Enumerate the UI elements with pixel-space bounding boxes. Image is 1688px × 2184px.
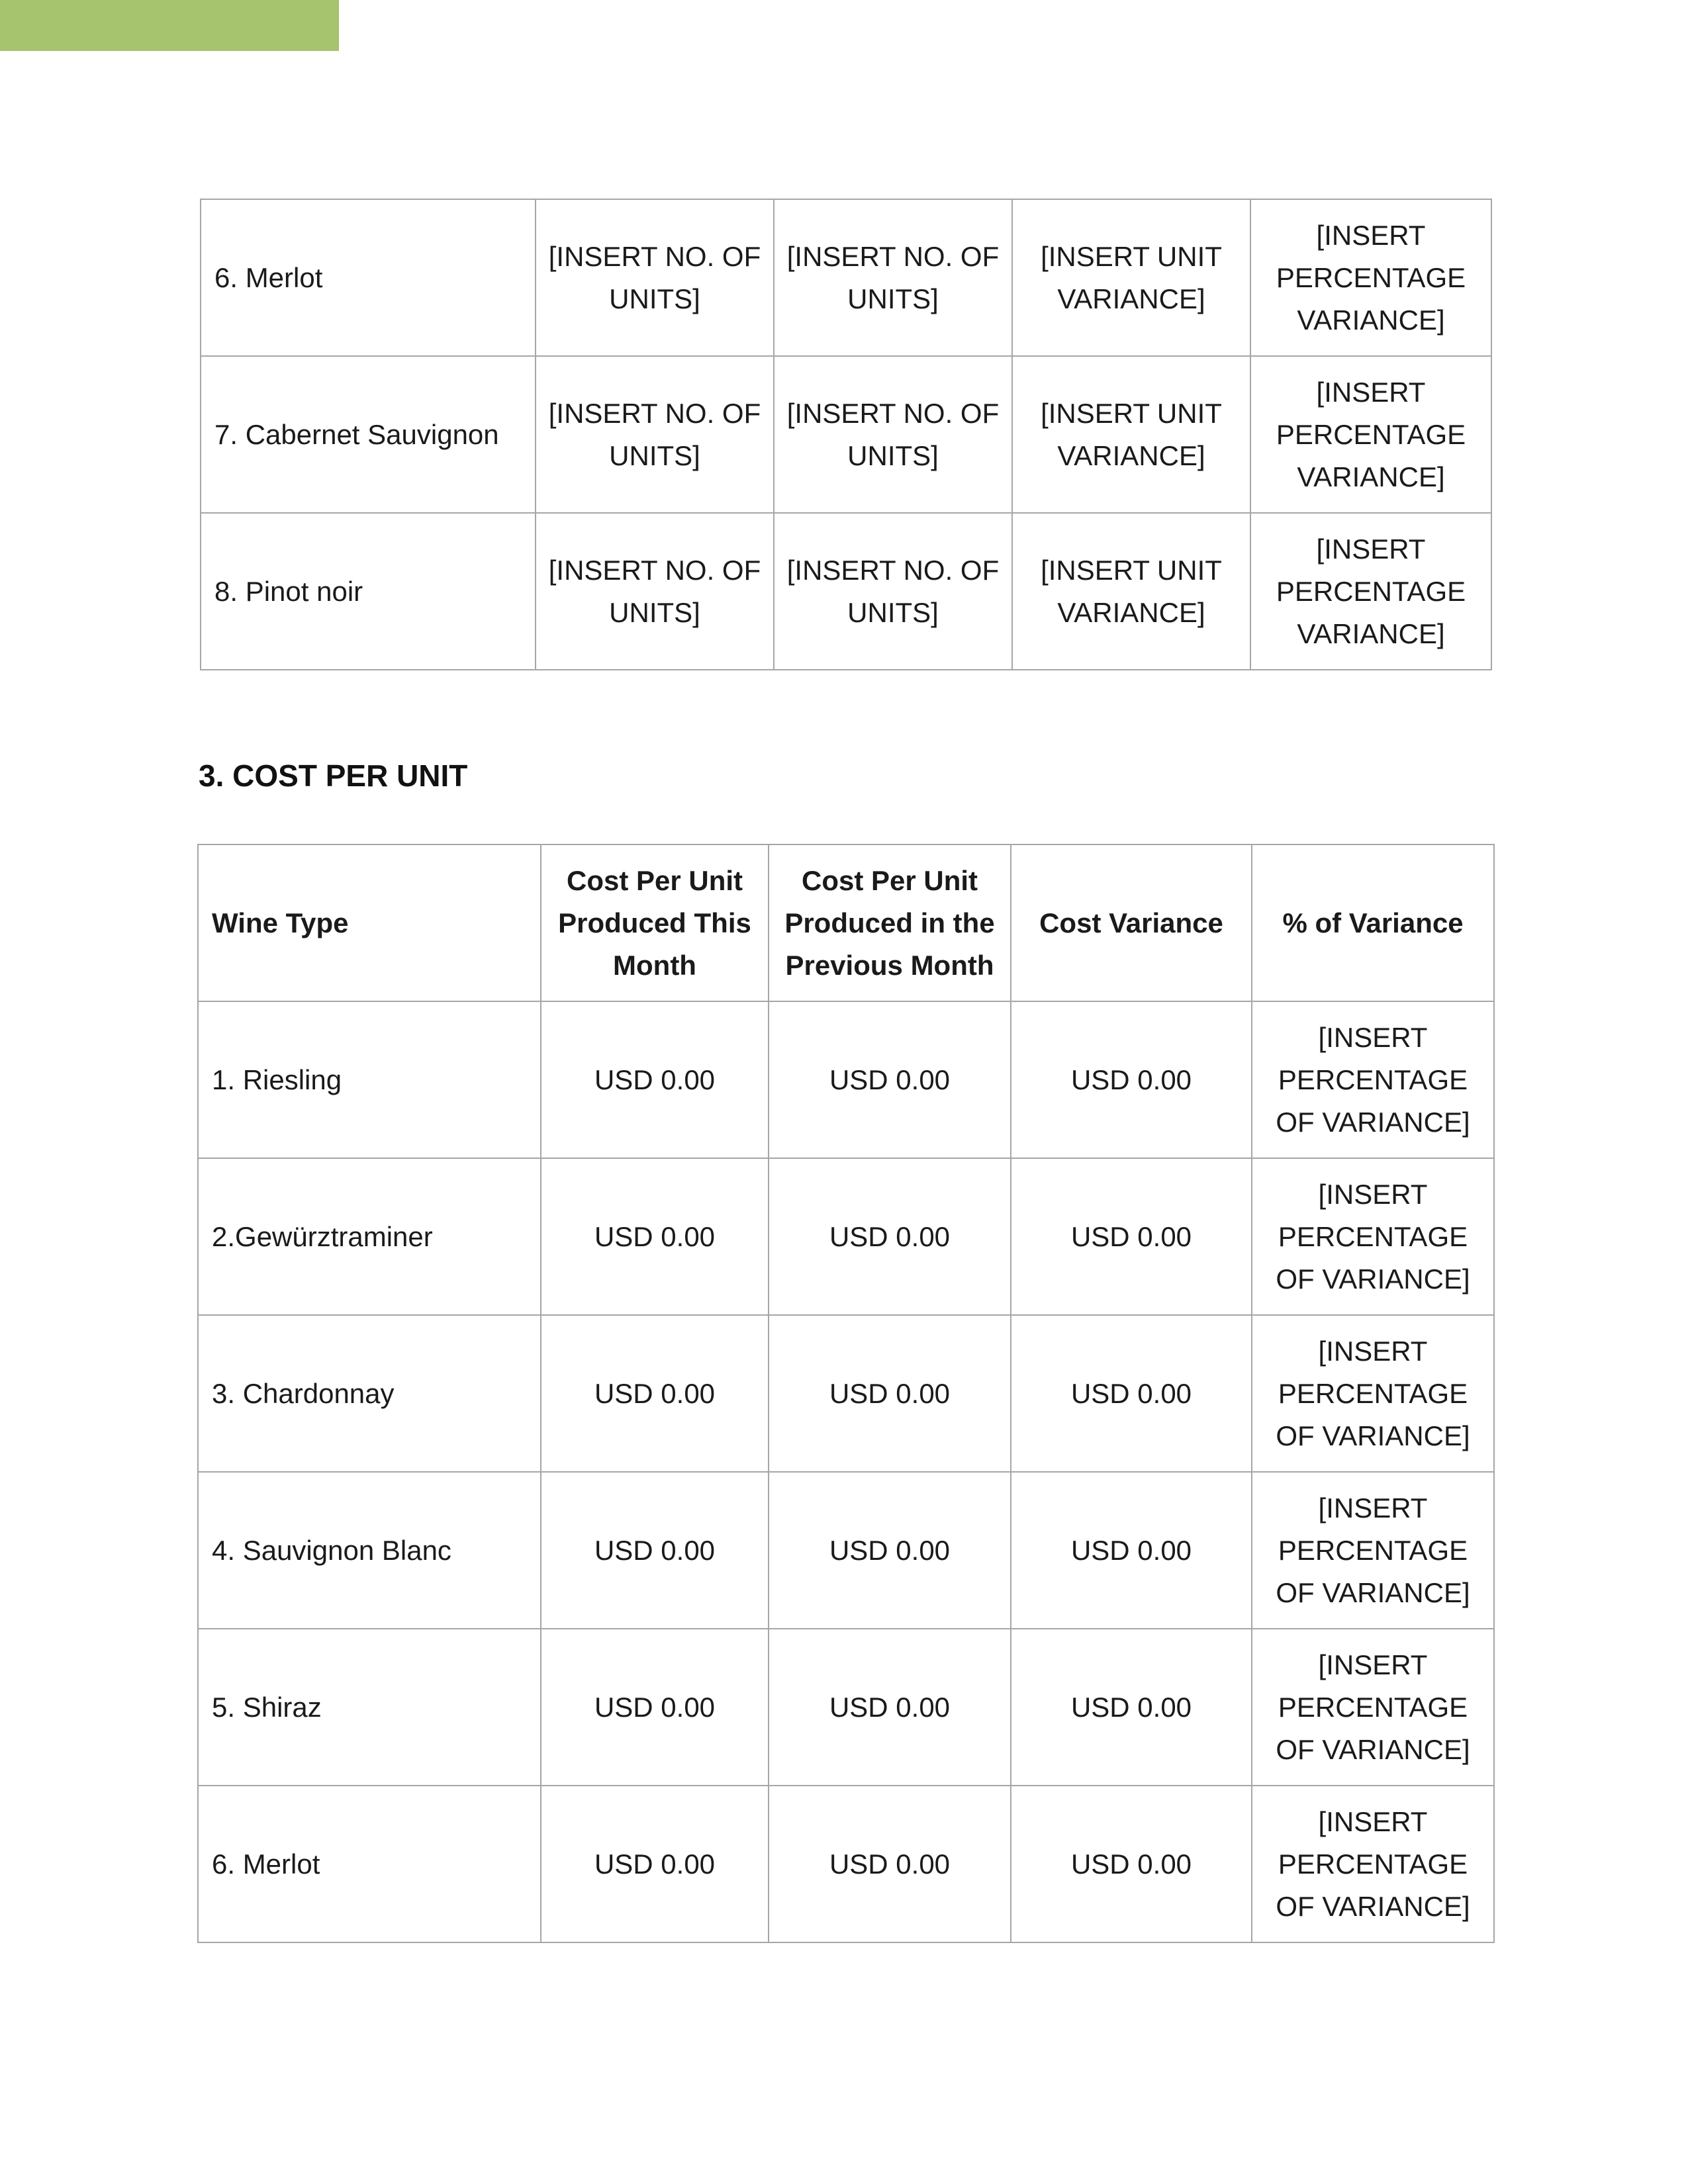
- column-header-cost-variance: Cost Variance: [1011, 844, 1252, 1001]
- units-this-month-cell: [INSERT NO. OF UNITS]: [536, 199, 774, 356]
- cost-previous-month-cell: USD 0.00: [769, 1786, 1011, 1942]
- cost-per-unit-table: [197, 844, 1495, 1943]
- percentage-variance-cell: [INSERT PERCENTAGE VARIANCE]: [1250, 513, 1491, 670]
- cost-this-month-cell: USD 0.00: [541, 1158, 769, 1315]
- cost-this-month-cell: USD 0.00: [541, 1786, 769, 1942]
- wine-type-cell: 6. Merlot: [198, 1786, 541, 1942]
- wine-type-cell: 1. Riesling: [198, 1001, 541, 1158]
- cost-variance-cell: USD 0.00: [1011, 1158, 1252, 1315]
- percent-variance-cell: [INSERT PERCENTAGE OF VARIANCE]: [1252, 1472, 1494, 1629]
- cost-previous-month-cell: USD 0.00: [769, 1629, 1011, 1786]
- table-row: [198, 1629, 1494, 1786]
- wine-type-cell: 7. Cabernet Sauvignon: [201, 356, 536, 513]
- table-row: [201, 513, 1491, 670]
- units-table: [200, 199, 1492, 670]
- percentage-variance-cell: [INSERT PERCENTAGE VARIANCE]: [1250, 356, 1491, 513]
- cost-variance-cell: USD 0.00: [1011, 1786, 1252, 1942]
- percent-variance-cell: [INSERT PERCENTAGE OF VARIANCE]: [1252, 1158, 1494, 1315]
- units-this-month-cell: [INSERT NO. OF UNITS]: [536, 356, 774, 513]
- unit-variance-cell: [INSERT UNIT VARIANCE]: [1012, 513, 1250, 670]
- unit-variance-cell: [INSERT UNIT VARIANCE]: [1012, 356, 1250, 513]
- percent-variance-cell: [INSERT PERCENTAGE OF VARIANCE]: [1252, 1315, 1494, 1472]
- percentage-variance-cell: [INSERT PERCENTAGE VARIANCE]: [1250, 199, 1491, 356]
- column-header-percent-variance: % of Variance: [1252, 844, 1494, 1001]
- units-previous-month-cell: [INSERT NO. OF UNITS]: [774, 513, 1012, 670]
- cost-previous-month-cell: USD 0.00: [769, 1158, 1011, 1315]
- cost-previous-month-cell: USD 0.00: [769, 1315, 1011, 1472]
- units-this-month-cell: [INSERT NO. OF UNITS]: [536, 513, 774, 670]
- section-heading: 3. COST PER UNIT: [199, 758, 468, 793]
- table-row: [198, 1472, 1494, 1629]
- table-row: [198, 1786, 1494, 1942]
- table-row: [198, 1158, 1494, 1315]
- cost-this-month-cell: USD 0.00: [541, 1629, 769, 1786]
- units-previous-month-cell: [INSERT NO. OF UNITS]: [774, 356, 1012, 513]
- wine-type-cell: 2.Gewürztraminer: [198, 1158, 541, 1315]
- cost-variance-cell: USD 0.00: [1011, 1472, 1252, 1629]
- wine-type-cell: 3. Chardonnay: [198, 1315, 541, 1472]
- cost-this-month-cell: USD 0.00: [541, 1315, 769, 1472]
- cost-variance-cell: USD 0.00: [1011, 1001, 1252, 1158]
- table-row: [198, 1001, 1494, 1158]
- percent-variance-cell: [INSERT PERCENTAGE OF VARIANCE]: [1252, 1786, 1494, 1942]
- wine-type-cell: 5. Shiraz: [198, 1629, 541, 1786]
- cost-this-month-cell: USD 0.00: [541, 1001, 769, 1158]
- column-header-cost-this-month: Cost Per Unit Produced This Month: [541, 844, 769, 1001]
- cost-this-month-cell: USD 0.00: [541, 1472, 769, 1629]
- wine-type-cell: 4. Sauvignon Blanc: [198, 1472, 541, 1629]
- unit-variance-cell: [INSERT UNIT VARIANCE]: [1012, 199, 1250, 356]
- column-header-wine-type: Wine Type: [198, 844, 541, 1001]
- table-row: [198, 1315, 1494, 1472]
- wine-type-cell: 8. Pinot noir: [201, 513, 536, 670]
- units-previous-month-cell: [INSERT NO. OF UNITS]: [774, 199, 1012, 356]
- cost-previous-month-cell: USD 0.00: [769, 1472, 1011, 1629]
- percent-variance-cell: [INSERT PERCENTAGE OF VARIANCE]: [1252, 1001, 1494, 1158]
- column-header-cost-previous-month: Cost Per Unit Produced in the Previous Month: [769, 844, 1011, 1001]
- cost-previous-month-cell: USD 0.00: [769, 1001, 1011, 1158]
- header-accent-bar: [0, 0, 339, 51]
- wine-type-cell: 6. Merlot: [201, 199, 536, 356]
- percent-variance-cell: [INSERT PERCENTAGE OF VARIANCE]: [1252, 1629, 1494, 1786]
- table-header-row: [198, 844, 1494, 1001]
- table-row: [201, 356, 1491, 513]
- cost-variance-cell: USD 0.00: [1011, 1315, 1252, 1472]
- cost-variance-cell: USD 0.00: [1011, 1629, 1252, 1786]
- table-row: [201, 199, 1491, 356]
